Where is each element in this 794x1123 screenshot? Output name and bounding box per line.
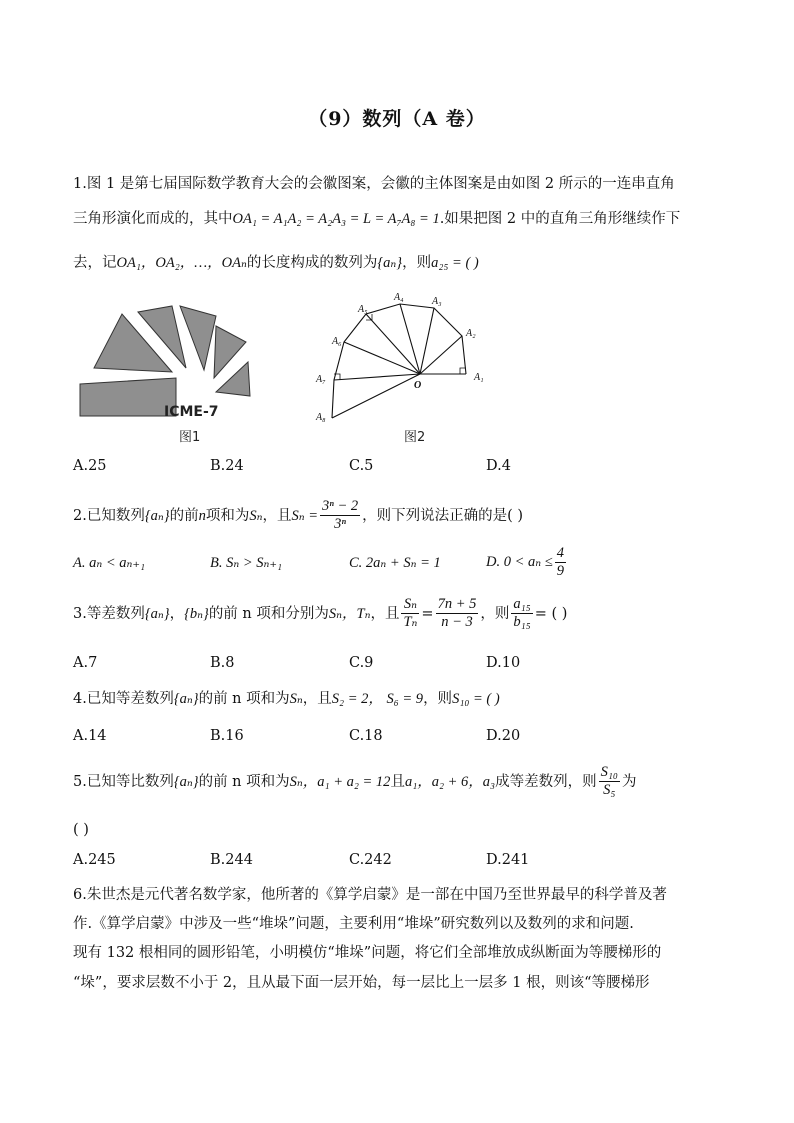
q1-line-1: 1.图 1 是第七届国际数学教育大会的会徽图案，会徽的主体图案是由如图 2 所示的一连串直角 (73, 176, 675, 192)
q5-fraction (599, 764, 620, 800)
q3-f3-den: b₁₅ (513, 614, 531, 631)
q1-line-2 (73, 211, 680, 228)
q3-mid3: ，则 (480, 605, 510, 622)
q5-mid2: 且 (390, 773, 405, 790)
q6-line-1: 6.朱世杰是元代著名数学家，他所著的《算学启蒙》是一部在中国乃至世界最早的科学普及著 (73, 887, 667, 903)
q2-lhs: Sₙ = (291, 507, 319, 524)
label-A6: A₆ (332, 336, 342, 347)
q5-line-2: ( ) (73, 822, 89, 838)
q2-option-d-fraction (555, 545, 566, 581)
q6-line-2: 作.《算学启蒙》中涉及一些“堆垛”问题，主要利用“堆垛”研究数列以及数列的求和问题. (73, 916, 634, 932)
q3-stem (73, 596, 567, 632)
page-title: （9）数列（A 卷） (308, 108, 486, 130)
q1-line-2-pre: 三角形演化而成的，其中 (73, 211, 233, 227)
icme-label: ICME-7 (164, 404, 219, 420)
figure-1-caption: 图1 (179, 430, 201, 445)
q3-seq-a: {aₙ} (144, 605, 170, 622)
q5-terms: a₁，a₂ + 6，a₃ (404, 773, 496, 790)
q3-pre: 3.等差数列 (73, 605, 145, 622)
spiral-outline (332, 304, 466, 418)
q3-fraction-3 (511, 596, 532, 632)
segment-OA8 (332, 374, 420, 418)
segment-OA6 (344, 342, 420, 374)
q3-f2-num: 7n + 5 (436, 596, 479, 614)
q4-option-b[interactable]: B.16 (210, 728, 244, 744)
q1-option-c[interactable]: C.5 (349, 458, 374, 474)
q2-seq: {aₙ} (144, 507, 170, 524)
q1-segments: OA₁，OA₂，…，OAₙ (116, 255, 247, 271)
label-A7: A₇ (316, 374, 326, 385)
q3-fraction-2 (436, 596, 479, 632)
q2-mid1: 的前 (169, 507, 199, 524)
q1-line-3-post1: 的长度构成的数列为 (246, 255, 378, 271)
logo-triangle-4 (180, 306, 216, 370)
q2-option-b[interactable]: B. Sₙ > Sₙ₊₁ (210, 555, 283, 571)
q2-frac-num: 3ⁿ − 2 (320, 498, 360, 516)
q4-option-d[interactable]: D.20 (486, 728, 521, 744)
q4-seq: {aₙ} (173, 691, 199, 707)
q5-f-den: S₅ (603, 782, 616, 799)
figure-2 (310, 290, 500, 450)
icme-logo-graphic (76, 298, 256, 448)
q3-option-c[interactable]: C.9 (349, 655, 374, 671)
q3-mid: 的前 n 项和分别为 (208, 605, 329, 622)
segment-OA3 (420, 308, 434, 374)
q2-option-c[interactable]: C. 2aₙ + Sₙ = 1 (349, 555, 441, 571)
q4-mid: 的前 n 项和为 (198, 691, 290, 707)
q1-option-a[interactable]: A.25 (73, 458, 107, 474)
logo-triangle-1 (80, 378, 176, 416)
q2-option-d-den: 9 (556, 563, 564, 580)
q2-option-d-text: D. 0 < aₙ ≤ (486, 554, 553, 571)
q1-equation: OA₁ = A₁A₂ = A₂A₃ = L = A₇A₈ = 1 (232, 211, 440, 227)
q3-sums: Sₙ，Tₙ (328, 605, 371, 622)
q1-sequence: {aₙ} (377, 255, 403, 271)
q1-line-3-pre: 去，记 (73, 255, 117, 271)
q1-line-3 (73, 255, 479, 272)
q2-pre: 2.已知数列 (73, 507, 145, 524)
q3-f2-den: n − 3 (441, 614, 473, 631)
q2-mid2: 项和为 (205, 507, 250, 524)
q3-fraction-1 (401, 596, 419, 632)
q5-option-d[interactable]: D.241 (486, 852, 530, 868)
label-A1: A₁ (474, 372, 484, 383)
q3-f3-num: a₁₅ (511, 596, 532, 614)
segment-OA7 (334, 374, 420, 380)
q4-conditions: S₂ = 2， S₆ = 9 (331, 691, 424, 707)
q2-fraction (320, 498, 360, 534)
q2-option-d-num: 4 (555, 545, 566, 563)
q3-option-a[interactable]: A.7 (73, 655, 98, 671)
q3-seq-b: {bₙ} (184, 605, 209, 622)
label-A2: A₂ (466, 328, 476, 339)
label-A8: A₈ (316, 412, 326, 423)
q2-post: ，则下列说法正确的是( ) (362, 507, 524, 524)
q2-n: n (198, 507, 206, 524)
q1-answer-blank: a₂₅ = ( ) (431, 255, 479, 271)
q2-stem (73, 498, 523, 534)
q4-option-c[interactable]: C.18 (349, 728, 383, 744)
q4-sn: Sₙ (289, 691, 303, 707)
q5-condition: a₁ + a₂ = 12 (317, 773, 391, 790)
figure-2-caption: 图2 (404, 430, 426, 445)
q5-option-c[interactable]: C.242 (349, 852, 392, 868)
q5-f-num: S₁₀ (599, 764, 620, 782)
q6-line-3: 现有 132 根相同的圆形铅笔，小明模仿“堆垛”问题，将它们全部堆放成纵断面为等腰梯形的 (73, 945, 662, 961)
q5-option-b[interactable]: B.244 (210, 852, 253, 868)
q3-mid2: ，且 (370, 605, 400, 622)
q6-line-4: “垛”，要求层数不小于 2，且从最下面一层开始，每一层比上一层多 1 根，则该“等腰梯形 (73, 975, 650, 991)
q3-option-d[interactable]: D.10 (486, 655, 521, 671)
q5-pre: 5.已知等比数列 (73, 773, 174, 790)
label-O: O (414, 380, 422, 391)
q3-f1-num: Sₙ (401, 596, 419, 614)
q3-post: = ( ) (534, 605, 568, 622)
q5-post: 为 (621, 773, 637, 790)
q5-mid3: 成等差数列，则 (495, 773, 597, 790)
q3-option-b[interactable]: B.8 (210, 655, 235, 671)
q3-f1-den: Tₙ (403, 614, 418, 631)
q5-seq: {aₙ} (173, 773, 199, 790)
q3-eq: = (421, 605, 434, 622)
q1-option-b[interactable]: B.24 (210, 458, 244, 474)
q4-answer-blank: S₁₀ = ( ) (452, 691, 500, 707)
label-A3: A₃ (432, 296, 442, 307)
q5-stem (73, 764, 636, 800)
q4-mid2: ，且 (302, 691, 332, 707)
label-A4: A₄ (394, 292, 404, 303)
q4-option-a[interactable]: A.14 (73, 728, 107, 744)
q1-line-2-post: .如果把图 2 中的直角三角形继续作下 (439, 211, 681, 227)
q1-option-d[interactable]: D.4 (486, 458, 511, 474)
q2-option-d[interactable] (486, 545, 568, 581)
q4-stem (73, 691, 500, 708)
q5-sn: Sₙ， (289, 773, 318, 790)
q5-mid: 的前 n 项和为 (198, 773, 290, 790)
q1-line-3-post2: ，则 (402, 255, 432, 271)
q2-option-a[interactable]: A. aₙ < aₙ₊₁ (73, 555, 146, 571)
q4-pre: 4.已知等差数列 (73, 691, 174, 707)
q2-mid3: ，且 (262, 507, 292, 524)
q3-comma: ， (169, 605, 185, 622)
q2-frac-den: 3ⁿ (334, 516, 346, 533)
q2-sn: Sₙ (249, 507, 263, 524)
figure-1 (76, 298, 256, 448)
q5-option-a[interactable]: A.245 (73, 852, 116, 868)
label-A5: A₅ (358, 304, 368, 315)
q4-mid3: ，则 (423, 691, 453, 707)
